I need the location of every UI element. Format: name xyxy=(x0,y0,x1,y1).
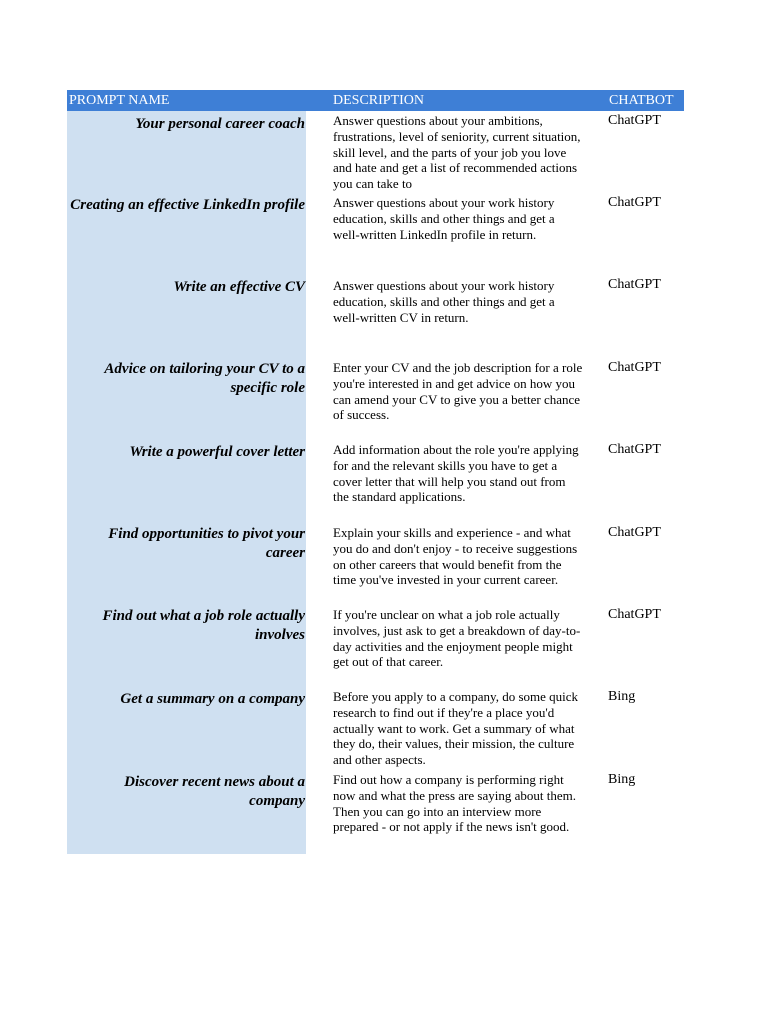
chatbot-name: ChatGPT xyxy=(608,607,661,622)
prompt-description: Explain your skills and experience - and what you do and don't enjoy - to receive suggestions on other careers that would benefit from the time you've invested in your current career. xyxy=(333,525,578,588)
chatbot-name: ChatGPT xyxy=(608,525,661,540)
prompt-description: Answer questions about your ambitions, frustrations, level of seniority, current situation, skill level, and the parts of your job you love and hate and get a list of recommended actions you can take to xyxy=(333,113,581,192)
prompt-name: Your personal career coach xyxy=(135,116,305,132)
prompt-name: Write a powerful cover letter xyxy=(129,444,305,460)
prompt-name: Advice on tailoring your CV to a specific role xyxy=(104,361,305,396)
prompt-description: Add information about the role you're applying for and the relevant skills you have to get a cover letter that will help you stand out from the standard applications. xyxy=(333,442,579,505)
header-description: DESCRIPTION xyxy=(333,93,425,108)
prompt-name: Find out what a job role actually involves xyxy=(102,608,305,643)
prompt-name: Get a summary on a company xyxy=(120,691,305,707)
prompt-description: Before you apply to a company, do some quick research to find out if they're a place you'd actually want to work. Get a summary of what they do, their values, their mission, the culture and other aspects. xyxy=(333,689,579,768)
prompt-description: If you're unclear on what a job role actually involves, just ask to get a breakdown of day-to-day activities and the enjoyment people might get out of that career. xyxy=(333,607,581,670)
header-prompt-name: PROMPT NAME xyxy=(69,93,170,108)
chatbot-name: ChatGPT xyxy=(608,360,661,375)
prompt-name: Creating an effective LinkedIn profile xyxy=(70,197,305,213)
header-chatbot: CHATBOT xyxy=(609,93,674,108)
prompt-name: Find opportunities to pivot your career xyxy=(108,526,305,561)
chatbot-name: ChatGPT xyxy=(608,195,661,210)
prompt-description: Enter your CV and the job description for a role you're interested in and get advice on how you can amend your CV to give you a better chance of success. xyxy=(333,360,583,423)
prompt-name: Discover recent news about a company xyxy=(124,774,305,809)
chatbot-name: ChatGPT xyxy=(608,277,661,292)
chatbot-name: ChatGPT xyxy=(608,442,661,457)
prompt-name-column-background xyxy=(67,111,306,854)
chatbot-name: Bing xyxy=(608,772,636,787)
table-header xyxy=(67,90,684,111)
prompt-description: Find out how a company is performing right now and what the press are saying about them. Then you can go into an interview more prepared - or not apply if the news isn't good. xyxy=(333,772,576,835)
prompt-name: Write an effective CV xyxy=(173,279,305,295)
chatbot-name: ChatGPT xyxy=(608,113,661,128)
chatbot-name: Bing xyxy=(608,689,636,704)
prompt-description: Answer questions about your work history education, skills and other things and get a well-written CV in return. xyxy=(333,278,555,325)
prompt-description: Answer questions about your work history education, skills and other things and get a well-written LinkedIn profile in return. xyxy=(333,195,555,242)
